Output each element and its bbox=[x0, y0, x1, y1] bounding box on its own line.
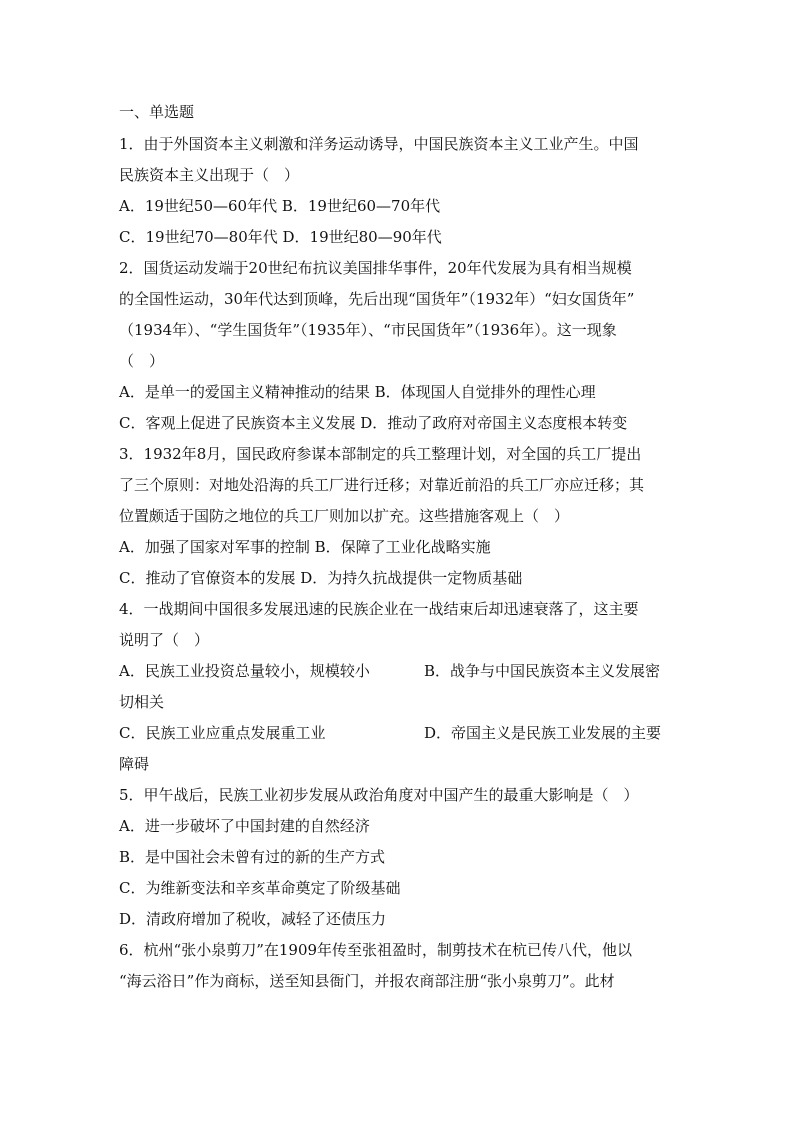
section-title: 一、单选题 bbox=[119, 103, 195, 121]
question-4-line-2: 说明了（ ） bbox=[119, 631, 210, 649]
question-3-line-2: 了三个原则：对地处沿海的兵工厂进行迁移；对靠近前沿的兵工厂亦应迁移；其 bbox=[119, 476, 645, 494]
question-2-line-2: 的全国性运动，30年代达到顶峰，先后出现“国货年”（1932年）“妇女国货年” bbox=[119, 290, 635, 308]
question-1-line-2: 民族资本主义出现于（ ） bbox=[119, 166, 300, 184]
question-1-line-1: 1．由于外国资本主义刺激和洋务运动诱导，中国民族资本主义工业产生。中国 bbox=[119, 135, 639, 153]
question-4-option-b-cont: 切相关 bbox=[119, 693, 165, 711]
question-5-option-a: A．进一步破坏了中国封建的自然经济 bbox=[119, 817, 370, 835]
question-3-line-1: 3．1932年8月，国民政府参谋本部制定的兵工整理计划，对全国的兵工厂提出 bbox=[119, 445, 642, 463]
question-6-line-1: 6．杭州“张小泉剪刀”在1909年传至张祖盈时，制剪技术在杭已传八代，他以 bbox=[119, 941, 633, 959]
question-2-options-ab: A．是单一的爱国主义精神推动的结果 B．体现国人自觉排外的理性心理 bbox=[119, 383, 596, 401]
question-5-option-c: C．为维新变法和辛亥革命奠定了阶级基础 bbox=[119, 879, 401, 897]
question-2-options-cd: C．客观上促进了民族资本主义发展 D．推动了政府对帝国主义态度根本转变 bbox=[119, 414, 628, 432]
question-6-line-2: “海云浴日”作为商标，送至知县衙门，并报农商部注册“张小泉剪刀”。此材 bbox=[119, 972, 615, 990]
question-5-option-b: B．是中国社会未曾有过的新的生产方式 bbox=[119, 848, 386, 866]
question-3-options-ab: A．加强了国家对军事的控制 B．保障了工业化战略实施 bbox=[119, 538, 491, 556]
question-4-option-b: B．战争与中国民族资本主义发展密 bbox=[424, 662, 661, 680]
question-4-option-d: D．帝国主义是民族工业发展的主要 bbox=[424, 724, 662, 742]
question-3-line-3: 位置颇适于国防之地位的兵工厂则加以扩充。这些措施客观上（ ） bbox=[119, 507, 570, 525]
question-2-line-3: （1934年）、“学生国货年”（1935年）、“市民国货年”（1936年）。这一现象 bbox=[119, 321, 617, 339]
question-4-option-a: A．民族工业投资总量较小，规模较小 bbox=[119, 662, 370, 680]
question-4-option-c: C．民族工业应重点发展重工业 bbox=[119, 724, 326, 742]
question-4-line-1: 4．一战期间中国很多发展迅速的民族企业在一战结束后却迅速衰落了，这主要 bbox=[119, 600, 639, 618]
question-5-option-d: D．清政府增加了税收，减轻了还债压力 bbox=[119, 910, 387, 928]
question-1-options-cd: C．19世纪70—80年代 D．19世纪80—90年代 bbox=[119, 228, 442, 246]
question-5-line-1: 5．甲午战后，民族工业初步发展从政治角度对中国产生的最重大影响是（ ） bbox=[119, 786, 639, 804]
question-3-options-cd: C．推动了官僚资本的发展 D．为持久抗战提供一定物质基础 bbox=[119, 569, 523, 587]
question-4-option-d-cont: 障碍 bbox=[119, 755, 150, 773]
question-2-line-4: （ ） bbox=[119, 352, 165, 370]
question-1-options-ab: A．19世纪50—60年代 B．19世纪60—70年代 bbox=[119, 197, 441, 215]
question-2-line-1: 2．国货运动发端于20世纪布抗议美国排华事件，20年代发展为具有相当规模 bbox=[119, 259, 632, 277]
